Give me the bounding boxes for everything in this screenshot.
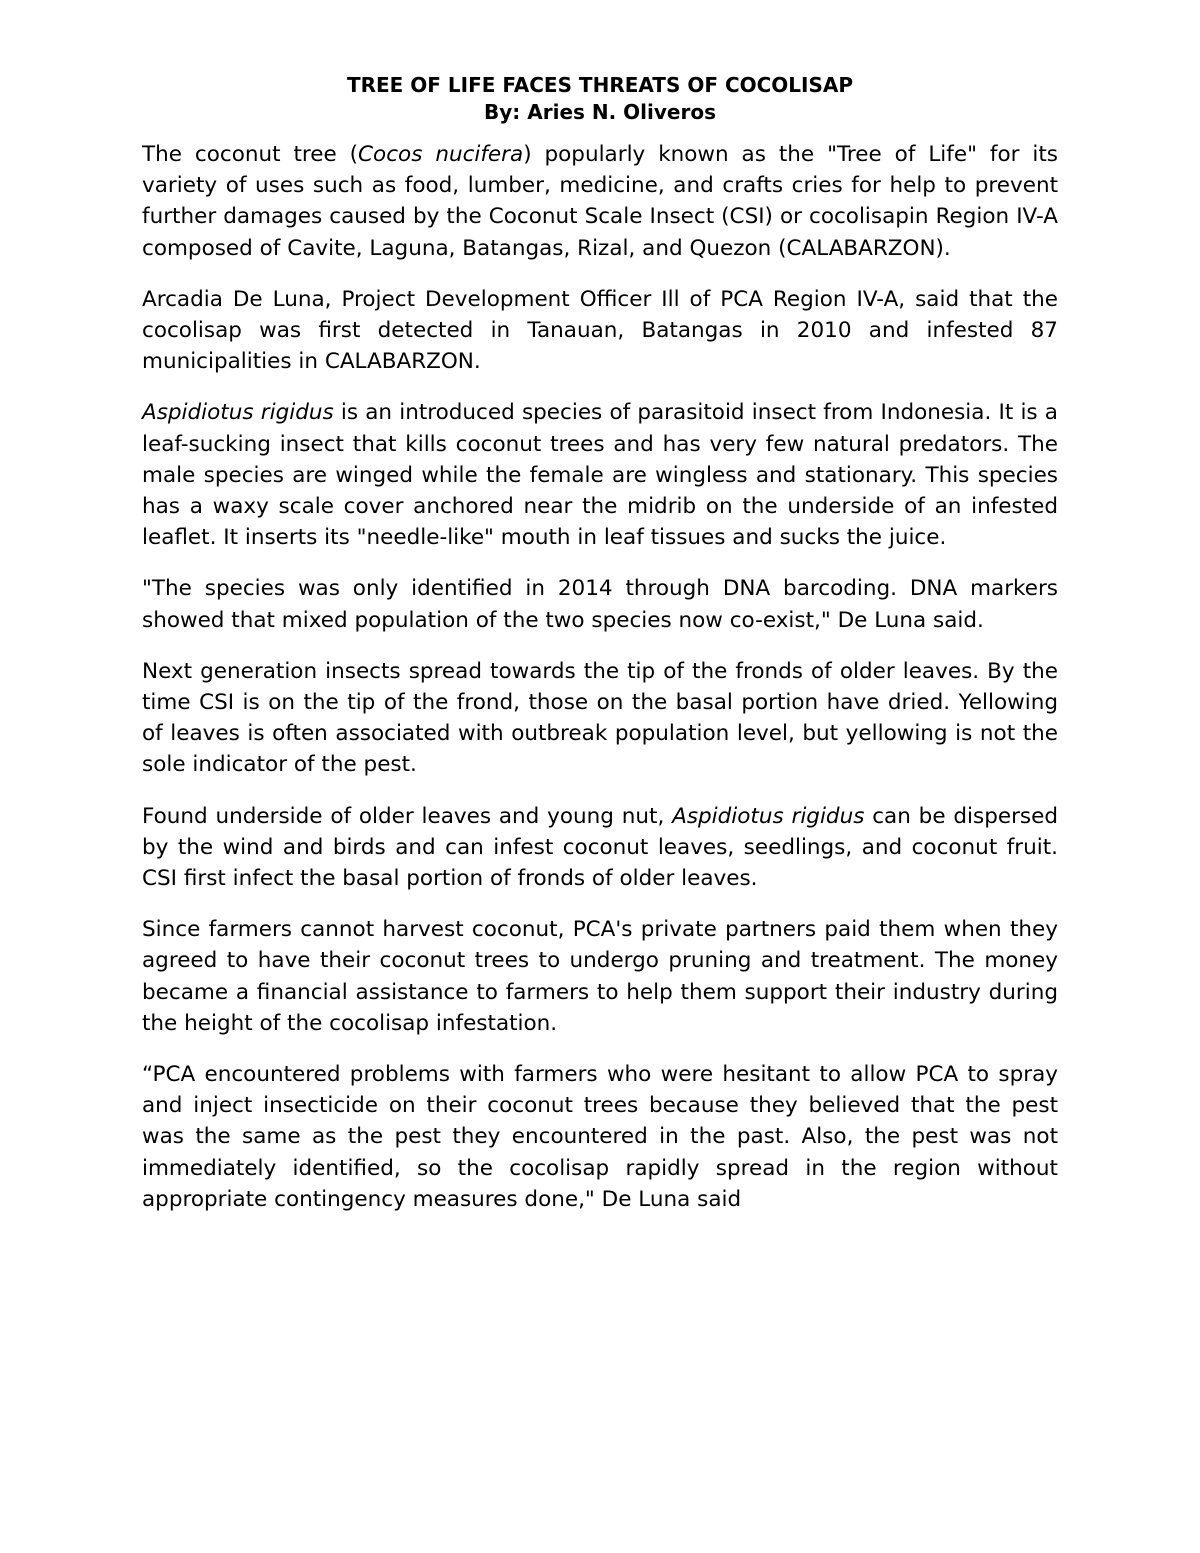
paragraph-1-text-a: The coconut tree ( — [142, 142, 359, 167]
paragraph-3 — [142, 397, 1058, 553]
paragraph-2: Arcadia De Luna, Project Development Officer Ill of PCA Region IV-A, said that the cocolisap was first detected in Tanauan, Batangas in 2010 and infested 87 municipalities in CALABARZON. — [142, 286, 1058, 375]
paragraph-6-italic: Aspidiotus rigidus — [672, 803, 865, 829]
paragraph-6 — [142, 801, 1058, 895]
paragraph-3-text: is an introduced species of parasitoid insect from Indonesia. It is a leaf-sucking insect that kills coconut trees and has very few natural predators. The male species are winged while the female are wingless and stationary. This species has a waxy scale cover anchored near the midrib on the underside of an infested leaflet. It inserts its "needle-like" mouth in leaf tissues and sucks the juice. — [142, 400, 1058, 551]
article-byline: By: Aries N. Oliveros — [484, 100, 716, 124]
paragraph-6-text-b: can be dispersed by the wind and birds and can infest coconut leaves, seedlings, and coconut fruit. CSI first infect the basal portion of fronds of older leaves. — [142, 803, 1058, 892]
paragraph-6-text-a: Found underside of older leaves and young nut, — [142, 803, 673, 829]
paragraph-8: “PCA encountered problems with farmers who were hesitant to allow PCA to spray and inject insecticide on their coconut trees because they believed that the pest was the same as the pest they encountered in the past. Also, the pest was not immediately identified, so the cocolisap rapidly spread in the region without appropriate contingency measures done," De Luna said — [142, 1062, 1058, 1212]
paragraph-1-text-b: ) popularly known as the "Tree of Life" for its variety of uses such as food, lumber, medicine, and crafts cries for help to prevent further damages caused by the Coconut Scale Insect (CSI) or cocolisapin Region IV-A composed of Cavite, Laguna, Batangas, Rizal, and Quezon (CALABARZON). — [142, 142, 1058, 261]
article-title: TREE OF LIFE FACES THREATS OF COCOLISAP — [346, 73, 854, 97]
document-page — [142, 72, 1058, 1235]
paragraph-7: Since farmers cannot harvest coconut, PCA's private partners paid them when they agreed to have their coconut trees to undergo pruning and treatment. The money became a financial assistance to farmers to help them support their industry during the height of the cocolisap infestation. — [142, 917, 1058, 1036]
paragraph-1 — [142, 139, 1058, 264]
paragraph-1-italic: Cocos nucifera — [358, 142, 524, 167]
paragraph-5: Next generation insects spread towards the tip of the fronds of older leaves. By the time CSI is on the tip of the frond, those on the basal portion have dried. Yellowing of leaves is often associated with outbreak population level, but yellowing is not the sole indicator of the pest. — [142, 658, 1058, 778]
paragraph-3-italic: Aspidiotus rigidus — [142, 400, 334, 426]
paragraph-4: "The species was only identified in 2014 through DNA barcoding. DNA markers showed that mixed population of the two species now co-exist," De Luna said. — [142, 576, 1058, 633]
